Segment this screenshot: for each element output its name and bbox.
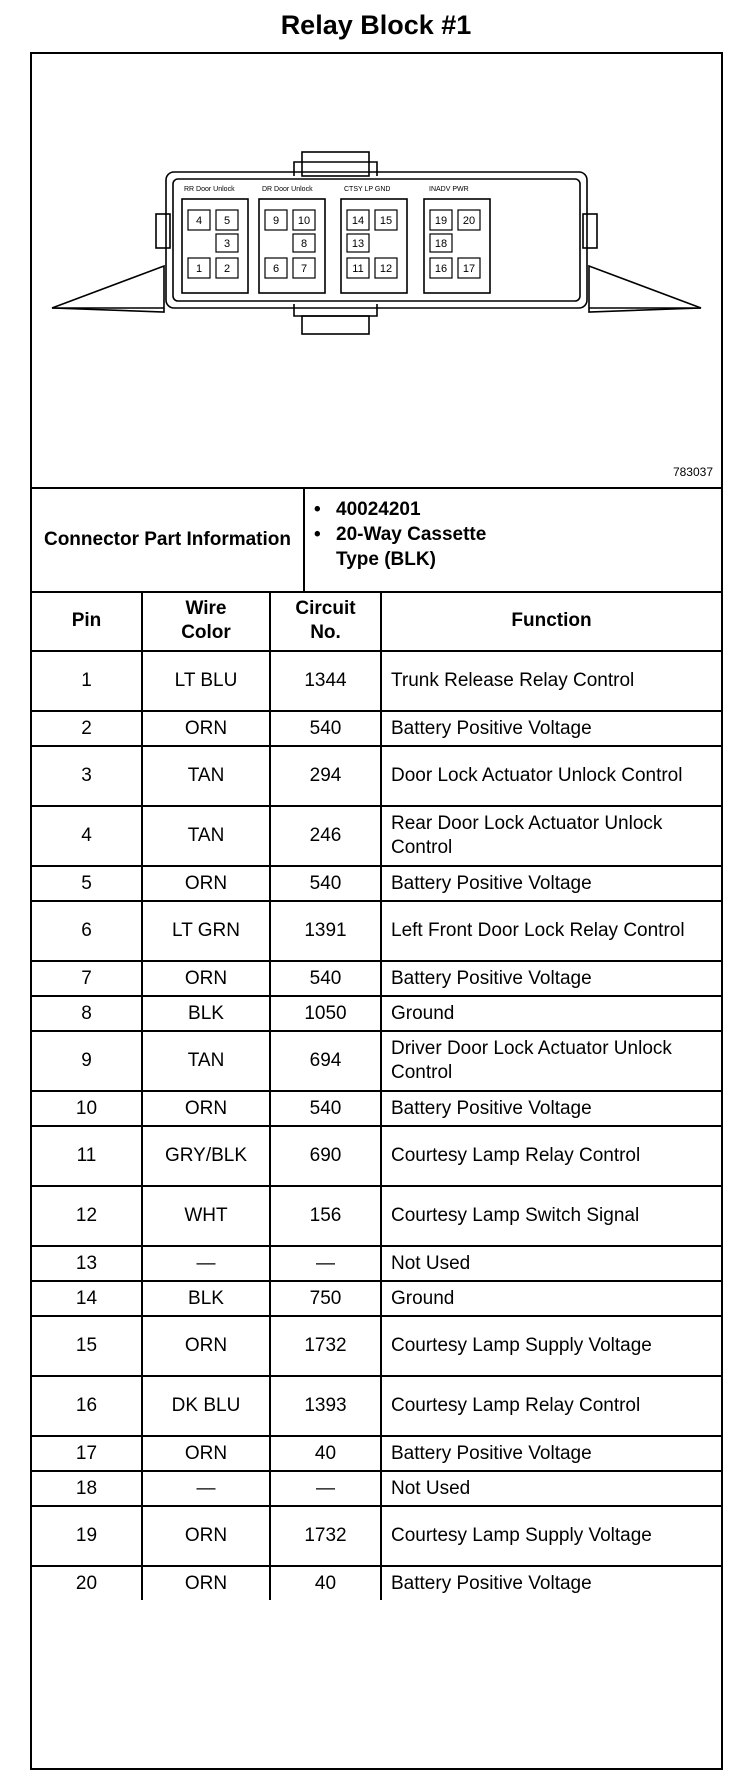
table-row: 12 WHT 156 Courtesy Lamp Switch Signal xyxy=(32,1186,721,1246)
pin-label: 15 xyxy=(379,215,393,227)
connector-diagram xyxy=(32,54,721,489)
table-row: 10 ORN 540 Battery Positive Voltage xyxy=(32,1091,721,1126)
pin-label: 1 xyxy=(195,263,203,275)
pin-label: 3 xyxy=(223,238,231,250)
figure-number: 783037 xyxy=(672,465,713,479)
table-row: 8 BLK 1050 Ground xyxy=(32,996,721,1031)
table-row: 15 ORN 1732 Courtesy Lamp Supply Voltage xyxy=(32,1316,721,1376)
connector-info xyxy=(32,487,721,593)
pin-label: 13 xyxy=(351,238,365,250)
table-row: 1 LT BLU 1344 Trunk Release Relay Control xyxy=(32,651,721,711)
table-row: 17 ORN 40 Battery Positive Voltage xyxy=(32,1436,721,1471)
pin-label: 5 xyxy=(223,215,231,227)
connector-illustration xyxy=(32,54,721,487)
pin-label: 9 xyxy=(272,215,280,227)
col-header-wire-color: Wire Color xyxy=(142,591,270,651)
pinout-table xyxy=(32,591,721,1600)
table-row: 2 ORN 540 Battery Positive Voltage xyxy=(32,711,721,746)
pin-label: 20 xyxy=(462,215,476,227)
pin-label: 18 xyxy=(434,238,448,250)
table-row: 19 ORN 1732 Courtesy Lamp Supply Voltage xyxy=(32,1506,721,1566)
table-row: 3 TAN 294 Door Lock Actuator Unlock Control xyxy=(32,746,721,806)
table-row: 18 — — Not Used xyxy=(32,1471,721,1506)
pin-label: 6 xyxy=(272,263,280,275)
table-row: 9 TAN 694 Driver Door Lock Actuator Unlock Control xyxy=(32,1031,721,1091)
table-row: 13 — — Not Used xyxy=(32,1246,721,1281)
table-row: 6 LT GRN 1391 Left Front Door Lock Relay Control xyxy=(32,901,721,961)
connector-info-values xyxy=(314,497,514,572)
table-row: 4 TAN 246 Rear Door Lock Actuator Unlock Control xyxy=(32,806,721,866)
table-row: 20 ORN 40 Battery Positive Voltage xyxy=(32,1566,721,1600)
pin-label: 14 xyxy=(351,215,365,227)
connector-info-label: Connector Part Information xyxy=(32,487,305,591)
cavity-label: INADV PWR xyxy=(429,186,469,193)
table-row: 14 BLK 750 Ground xyxy=(32,1281,721,1316)
table-header-row xyxy=(32,591,721,651)
pin-label: 8 xyxy=(300,238,308,250)
col-header-circuit: Circuit No. xyxy=(270,591,381,651)
pin-label: 12 xyxy=(379,263,393,275)
table-row: 16 DK BLU 1393 Courtesy Lamp Relay Control xyxy=(32,1376,721,1436)
pin-label: 10 xyxy=(297,215,311,227)
pin-label: 11 xyxy=(352,263,364,275)
relay-block-frame xyxy=(30,52,723,1770)
cavity-label: RR Door Unlock xyxy=(184,186,235,193)
pin-label: 2 xyxy=(223,263,231,275)
page-title: Relay Block #1 xyxy=(280,10,472,40)
pin-label: 17 xyxy=(462,263,476,275)
table-row: 7 ORN 540 Battery Positive Voltage xyxy=(32,961,721,996)
col-header-pin: Pin xyxy=(32,591,142,651)
connector-part-number: • 40024201 xyxy=(314,499,421,520)
pin-label: 19 xyxy=(434,215,448,227)
cavity-label: CTSY LP GND xyxy=(344,186,391,193)
connector-type: • 20-Way Cassette Type (BLK) xyxy=(314,524,487,570)
table-row: 11 GRY/BLK 690 Courtesy Lamp Relay Control xyxy=(32,1126,721,1186)
pin-label: 7 xyxy=(300,263,308,275)
pin-label: 16 xyxy=(434,263,448,275)
table-row: 5 ORN 540 Battery Positive Voltage xyxy=(32,866,721,901)
pin-label: 4 xyxy=(195,215,203,227)
col-header-function: Function xyxy=(381,591,721,651)
cavity-label: DR Door Unlock xyxy=(262,186,313,193)
